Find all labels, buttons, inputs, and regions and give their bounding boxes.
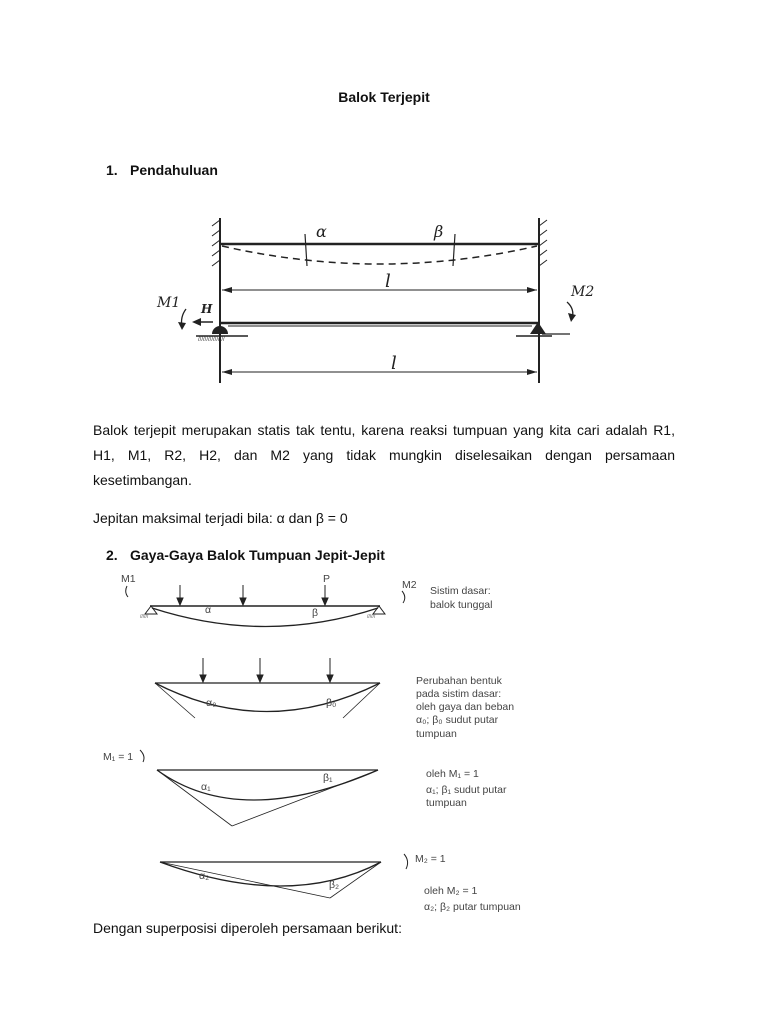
- label-h: H: [201, 302, 213, 316]
- label-m2: M2: [571, 284, 595, 300]
- paragraph-closing: Dengan superposisi diperoleh persamaan berikut:: [93, 920, 402, 936]
- panel4-caption-line2: α₂; β₂ putar tumpuan: [424, 901, 521, 913]
- span-arrow-left-top: [222, 287, 232, 293]
- alpha-tangent-line: [305, 234, 307, 266]
- section-2-number: 2.: [106, 547, 118, 563]
- section-1-number: 1.: [106, 162, 118, 178]
- paragraph-condition: Jepitan maksimal terjadi bila: α dan β = 0: [93, 510, 348, 526]
- label-span-bottom: l: [391, 353, 397, 374]
- m1-arrow-head: [178, 322, 186, 330]
- panel1-label-p: P: [323, 573, 331, 585]
- panel1-load-arrows: [177, 585, 328, 605]
- paragraph-intro: Balok terjepit merupakan statis tak tentu, karena reaksi tumpuan yang kita cari adalah R1, H1, M1, R2, H2, dan M2 yang tidak mungkin diselesaikan dengan persamaan kesetimbangan.: [93, 422, 675, 488]
- panel1-left-support: [145, 606, 157, 614]
- panel2-caption-line1: Perubahan bentuk: [416, 675, 502, 687]
- figure-superposition: [95, 565, 555, 920]
- span-arrow-left-bottom: [222, 369, 232, 375]
- label-beta: β: [434, 222, 444, 241]
- panel1-caption-line1: Sistim dasar:: [430, 585, 491, 597]
- panel3-caption-line3: tumpuan: [426, 797, 467, 809]
- panel2-load-arrows: [200, 658, 333, 682]
- m2-arrow-head: [568, 313, 576, 322]
- panel1-deflection: [152, 608, 378, 627]
- section-2-title: Gaya-Gaya Balok Tumpuan Jepit-Jepit: [130, 547, 385, 563]
- panel2-label-beta: β₀: [326, 697, 337, 709]
- panel-basic-system: [121, 573, 492, 627]
- label-alpha: α: [316, 222, 327, 241]
- panel-m2-deformation: [160, 853, 521, 913]
- section-1-title: Pendahuluan: [130, 162, 218, 178]
- panel4-caption-line1: oleh M₂ = 1: [424, 885, 478, 897]
- label-span-top: l: [385, 271, 391, 292]
- panel4-label-alpha: α₂: [199, 870, 210, 882]
- label-m1: M1: [157, 295, 181, 311]
- panel1-label-alpha: α: [205, 604, 212, 616]
- panel-m1-deformation: [103, 750, 507, 826]
- panel2-caption-line2: pada sistim dasar:: [416, 688, 502, 700]
- panel1-label-m2: M2: [402, 579, 417, 591]
- panel3-deflection: [157, 770, 378, 800]
- panel1-caption-line2: balok tunggal: [430, 599, 493, 611]
- svg-text://////: //////: [140, 614, 149, 620]
- panel3-label-m: M₁ = 1: [103, 751, 134, 763]
- panel4-label-beta: β₂: [329, 879, 340, 891]
- deflection-curve: [222, 246, 537, 264]
- panel2-caption-line3: oleh gaya dan beban: [416, 701, 515, 713]
- document-title: Balok Terjepit: [338, 89, 430, 105]
- left-wall-hatch: [212, 220, 220, 266]
- panel-load-deformation: [155, 658, 514, 740]
- panel4-deflection: [160, 862, 381, 886]
- span-arrow-right-top: [527, 287, 537, 293]
- h-arrow-head: [192, 318, 201, 326]
- panel3-caption-line2: α₁; β₁ sudut putar: [426, 784, 507, 796]
- panel4-label-m: M₂ = 1: [415, 853, 446, 865]
- svg-text:////////////////: ////////////////: [198, 337, 225, 343]
- panel2-label-alpha: α₀: [206, 697, 217, 709]
- panel2-caption-line5: tumpuan: [416, 728, 457, 740]
- figure-fixed-beam: [150, 210, 595, 390]
- panel3-label-alpha: α₁: [201, 781, 211, 793]
- panel3-caption-line1: oleh M₁ = 1: [426, 768, 479, 780]
- svg-text://////: //////: [367, 614, 376, 620]
- panel1-right-support: [373, 606, 385, 614]
- span-arrow-right-bottom: [527, 369, 537, 375]
- panel1-label-m1: M1: [121, 573, 136, 585]
- panel2-caption-line4: α₀; β₀ sudut putar: [416, 714, 499, 726]
- left-pin-support: [212, 326, 228, 334]
- panel1-label-beta: β: [312, 607, 319, 619]
- panel3-label-beta: β₁: [323, 772, 333, 784]
- panel2-deflection: [155, 683, 380, 712]
- beta-tangent-line: [453, 234, 455, 266]
- right-wall-hatch: [539, 220, 547, 266]
